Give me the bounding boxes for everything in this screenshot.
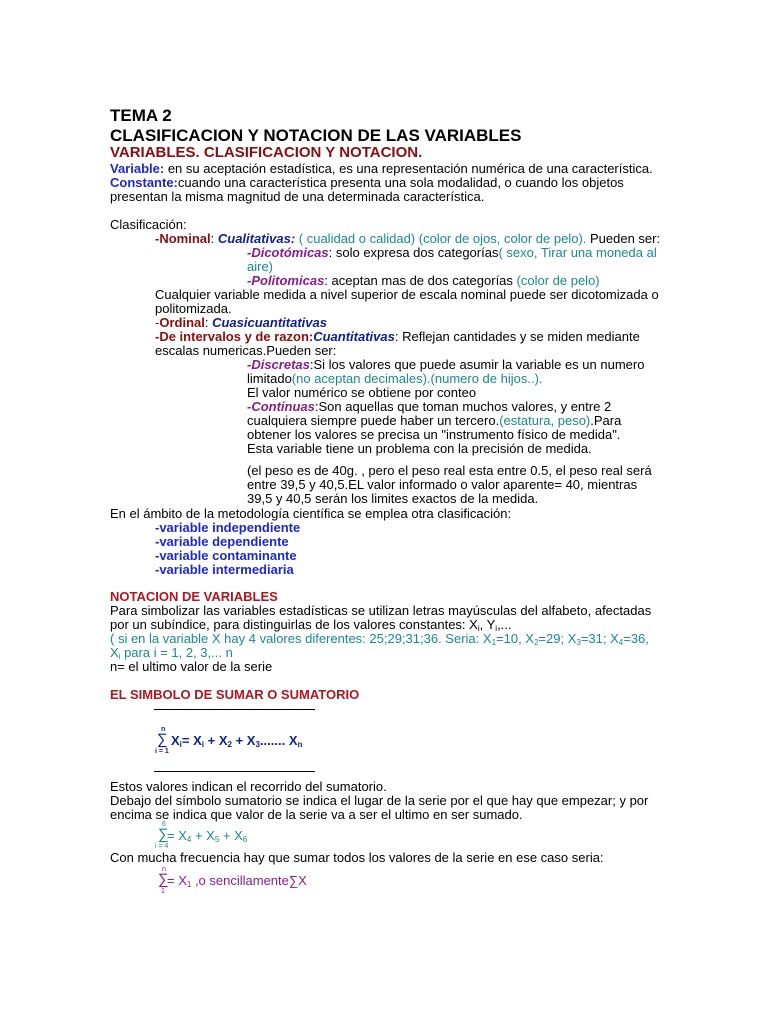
notacion-example-a: ( si en la variable X hay 4 valores diferentes: 25;29;31;36. Seria: X [110,631,492,646]
sumatorio-text4: Con mucha frecuencia hay que sumar todos los valores de la serie en ese caso seria: [110,850,604,865]
notacion-text-b: , Y [479,617,496,632]
tema-heading: TEMA 2 [110,106,172,125]
nominal-type: Cualitativas: [217,231,296,246]
discretas-limitado: limitado [247,371,292,386]
sum-formula [171,734,302,748]
continuas-term: -Continuas [247,399,315,414]
all-formula-c: X [298,873,307,888]
ordinal-term: Ordinal [159,315,205,330]
notacion-text-a: por un subíndice, para distinguirlas de los valores constantes: X [110,617,478,632]
nominal-tail: Pueden ser: [586,231,661,246]
all-sum-upper: n [162,866,166,873]
constante-term: Constante: [110,175,178,190]
all-sum-lower: 1 [161,888,165,895]
notacion-example [110,632,649,646]
list-item: -variable contaminante [155,548,297,563]
notacion-last: n= el ultimo valor de la serie [110,659,273,674]
peso-example-line3: 39,5 y 40,5 serán los limites exactos de la medida. [247,491,539,506]
subscript: i [477,624,480,633]
notacion-text: Para simbolizar las variables estadísticas se utilizan letras mayúsculas del alfabeto, afectadas [110,603,652,618]
sumatorio-text3: encima se indica que valor de la serie va a ser el ultimo en ser sumado. [110,807,523,822]
intervalos-line [155,330,640,344]
continuas-tercero: cualquiera siempre puede haber un tercero. [247,413,500,428]
clasificacion-label: Clasificación: [110,217,187,232]
nominal-line [155,232,660,246]
notacion-heading: NOTACION DE VARIABLES [110,589,278,604]
subscript: i [201,740,205,749]
notacion-text-c: ,... [497,617,512,632]
politomicas-line [247,274,600,288]
notacion-example-range: para i = 1, 2, 3,... n [120,645,233,660]
continuas-instrumento: obtener los valores se precisa un "instrumento físico de medida". [247,427,621,442]
sum-upper-n: n [161,726,166,733]
dicotomicas-example-line2: aire) [247,259,274,274]
formula-x: X [171,733,180,748]
discretas-conteo: El valor numérico se obtiene por conteo [247,385,477,400]
section-subtitle: VARIABLES. CLASIFICACION Y NOTACION. [110,144,423,161]
discretas-term: -Discretas [247,357,310,372]
subscript: 4 [186,835,192,844]
politomicas-term: -Politomicas [247,273,325,288]
subscript: 4 [618,638,624,647]
continuas-para: .Para [590,413,622,428]
any-variable-text-line2: politomizada. [155,301,232,316]
variable-definition [110,162,653,176]
ordinal-type: Cuasicuantitativas [212,315,327,330]
all-sum-formula [167,874,307,888]
formula-d: ....... X [259,733,298,748]
peso-example-line1: (el peso es de 40g. , pero el peso real esta entre 0.5, el peso real será [247,463,652,478]
sumatorio-text1: Estos valores indican el recorrido del sumatorio. [110,779,387,794]
subscript: 2 [227,740,232,749]
sumatorio-text2: Debajo del símbolo sumatorio se indica el lugar de la serie por el que hay que empezar; y por [110,793,649,808]
intervalos-text: : Reflejan cantidades y se miden mediante [394,329,640,344]
dicotomicas-example: ( sexo, Tirar una moneda al [498,245,657,260]
subscript: 5 [214,835,220,844]
discretas-line2 [247,372,543,386]
subscript: 3 [576,638,581,647]
discretas-line [247,358,644,372]
continuas-line2 [247,414,621,428]
notacion-example-c: =29; X [538,631,577,646]
dicotomicas-line [247,246,657,260]
ex-sum-upper: 6 [162,821,166,828]
subscript: 2 [533,638,539,647]
page-title: CLASIFICACION Y NOTACION DE LAS VARIABLES [110,126,522,145]
ordinal-dash: - [155,315,160,330]
subscript: 1 [491,638,497,647]
subscript: i [495,624,498,633]
subscript: i [179,740,182,749]
any-variable-text: Cualquier variable medida a nivel superior de escala nominal puede ser dicotomizada o [155,287,659,302]
list-item: -variable independiente [155,520,301,535]
subscript: 3 [255,740,260,749]
sum-lower-i1: i = 1 [155,748,169,755]
ex-sum-formula [167,829,247,843]
subscript: 1 [186,880,192,889]
discretas-example: (no aceptan decimales).(numero de hijos..). [291,371,543,386]
nominal-example: ( cualidad o calidad) (color de ojos, color de pelo). [295,231,587,246]
sigma-icon: ∑ [288,873,299,888]
ex-sum-lower: i = 4 [155,843,169,850]
list-item: -variable intermediaria [155,562,294,577]
formula-b: + X [204,733,228,748]
constante-text: cuando una característica presenta una sola modalidad, o cuando los objetos [177,175,624,190]
notacion-text-line2 [110,618,512,632]
ambito-text: En el ámbito de la metodología científica se emplea otra clasificación: [110,506,512,521]
notacion-example-b: =10, X [496,631,534,646]
all-formula-a: = X [167,873,187,888]
ex-formula-c: + X [219,828,243,843]
ordinal-line [155,316,327,330]
nominal-term: -Nominal [155,231,211,246]
continuas-text: :Son aquellas que toman muchos valores, y entre 2 [314,399,612,414]
all-formula-b: ,o sencillamente [191,873,289,888]
politomicas-example: (color de pelo) [516,273,600,288]
notacion-example-line2 [110,646,233,660]
ex-formula-b: + X [191,828,215,843]
variable-text: en su aceptación estadística, es una representación numérica de una característica. [164,161,653,176]
list-item: -variable dependiente [155,534,289,549]
sigma-icon: ∑ [157,731,168,748]
peso-example-line2: entre 39,5 y 40,5.EL valor informado o valor aparente= 40, mientras [247,477,638,492]
continuas-example: (estatura, peso) [499,413,591,428]
formula-a: = X [181,733,202,748]
formula-rule-top [154,709,315,710]
constante-definition [110,176,624,190]
continuas-line [247,400,611,414]
formula-rule-bottom [154,771,315,772]
discretas-text: :Si los valores que puede asumir la variable es un numero [309,357,645,372]
sigma-icon: ∑ [158,826,169,843]
dicotomicas-term: -Dicotómicas [247,245,329,260]
nominal-colon: : [210,231,218,246]
constante-text-line2: presentan la misma magnitud de una determinada característica. [110,189,485,204]
ordinal-colon: : [204,315,213,330]
ex-formula-a: = X [167,828,187,843]
notacion-example-e: =36, [623,631,649,646]
formula-c: + X [231,733,256,748]
intervalos-text-line2: escalas numericas.Pueden ser: [155,343,337,358]
subscript: n [297,740,303,749]
intervalos-type: Cuantitativas [313,329,395,344]
notacion-example-d: =31; X [580,631,619,646]
subscript: 6 [242,835,248,844]
sigma-icon: ∑ [158,871,169,888]
subscript: i [118,652,121,661]
variable-term: Variable: [110,161,165,176]
intervalos-term: -De intervalos y de razon: [155,329,314,344]
continuas-precision: Esta variable tiene un problema con la precisión de medida. [247,441,592,456]
politomicas-text: : aceptan mas de dos categorías [324,273,517,288]
sumatorio-heading: EL SIMBOLO DE SUMAR O SUMATORIO [110,687,360,702]
dicotomicas-text: : solo expresa dos categorías [328,245,499,260]
notacion-example-x: X [110,645,119,660]
